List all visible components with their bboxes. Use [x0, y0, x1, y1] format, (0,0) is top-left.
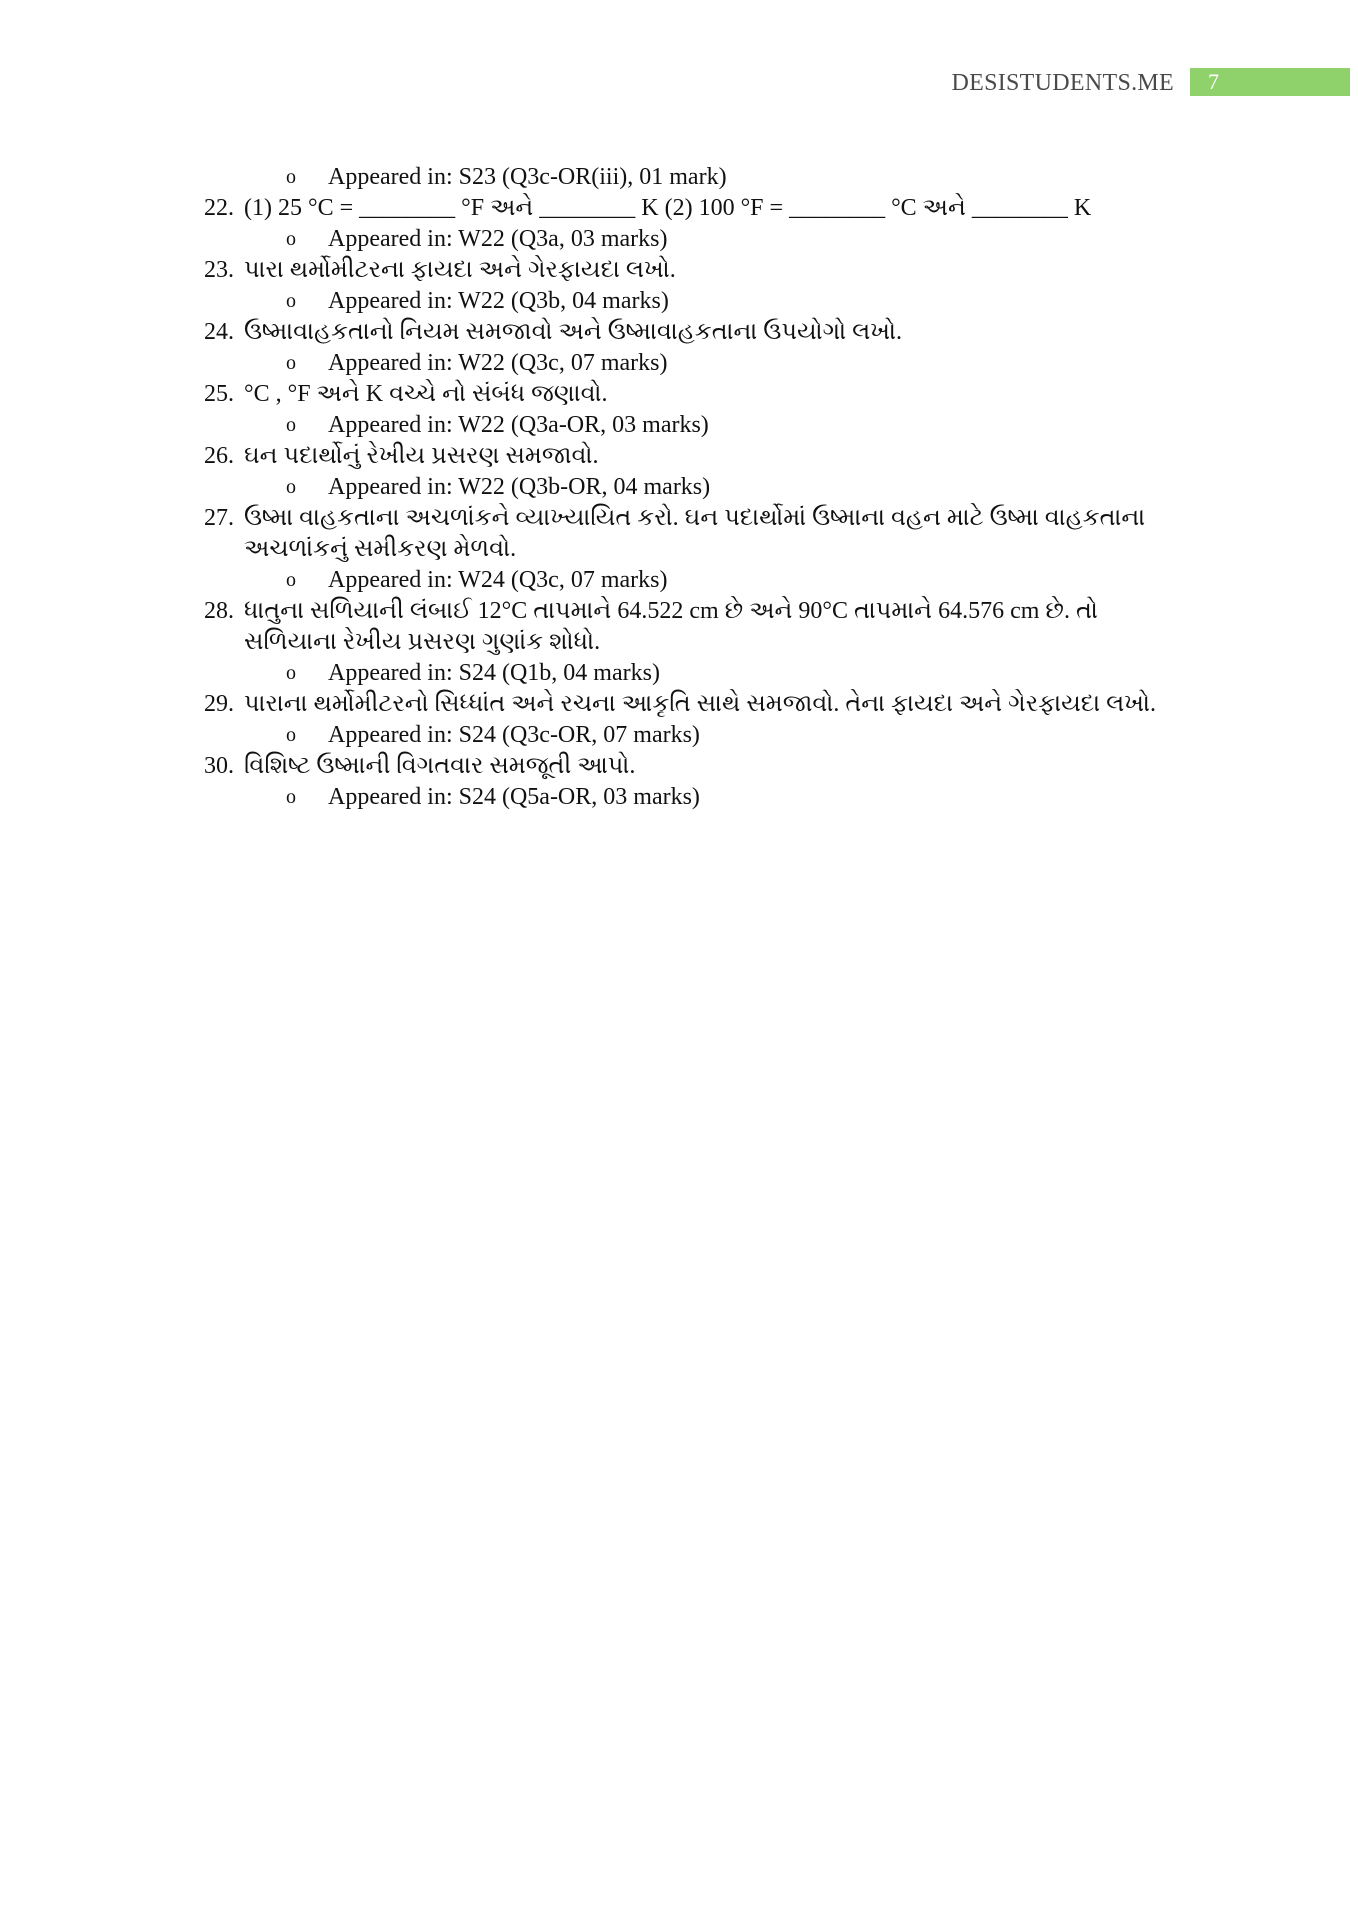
appearance-text: Appeared in: S24 (Q3c-OR, 07 marks): [328, 722, 700, 748]
question-item: [204, 441, 1204, 472]
appearance-note: [204, 348, 1204, 379]
question-text: ઉષ્મા વાહકતાના અચળાંકને વ્યાખ્યાયિત કરો. ઘન પદાર્થોમાં ઉષ્માના વહન માટે ઉષ્મા વાહકતાના: [244, 505, 1146, 531]
appearance-note: [204, 162, 1204, 193]
page-number: 7: [1208, 69, 1219, 94]
appearance-text: Appeared in: S23 (Q3c-OR(iii), 01 mark): [328, 164, 727, 190]
question-number: 29.: [204, 691, 234, 717]
question-number: 23.: [204, 257, 234, 283]
question-text: વિશિષ્ટ ઉષ્માની વિગતવાર સમજૂતી આપો.: [244, 753, 636, 779]
question-item: [204, 379, 1204, 410]
question-item: [204, 193, 1204, 224]
question-text: ધાતુના સળિયાની લંબાઈ 12°C તાપમાને 64.522 cm છે અને 90°C તાપમાને 64.576 cm છે. તો: [244, 598, 1098, 624]
bullet-icon: o: [286, 166, 296, 188]
question-number: 22.: [204, 195, 234, 221]
question-text: ઉષ્માવાહકતાનો નિયમ સમજાવો અને ઉષ્માવાહકતાના ઉપયોગો લખો.: [244, 319, 903, 345]
appearance-note: [204, 286, 1204, 317]
appearance-text: Appeared in: S24 (Q5a-OR, 03 marks): [328, 784, 700, 810]
question-continuation: [204, 534, 1204, 565]
bullet-icon: o: [286, 786, 296, 808]
appearance-note: [204, 782, 1204, 813]
question-number: 25.: [204, 381, 234, 407]
bullet-icon: o: [286, 228, 296, 250]
bullet-icon: o: [286, 569, 296, 591]
page-header: [0, 68, 1358, 96]
appearance-text: Appeared in: S24 (Q1b, 04 marks): [328, 660, 660, 686]
question-item: [204, 689, 1204, 720]
question-text: સળિયાના રેખીય પ્રસરણ ગુણાંક શોધો.: [244, 629, 601, 655]
bullet-icon: o: [286, 724, 296, 746]
question-text: °C , °F અને K વચ્ચે નો સંબંધ જણાવો.: [244, 381, 608, 407]
question-item: [204, 751, 1204, 782]
bullet-icon: o: [286, 662, 296, 684]
question-text: પારા થર્મોમીટરના ફાયદા અને ગેરફાયદા લખો.: [244, 257, 676, 283]
question-text: ઘન પદાર્થોનું રેખીય પ્રસરણ સમજાવો.: [244, 443, 599, 469]
appearance-text: Appeared in: W22 (Q3b-OR, 04 marks): [328, 474, 711, 500]
question-continuation: [204, 627, 1204, 658]
bullet-icon: o: [286, 290, 296, 312]
question-item: [204, 503, 1204, 534]
appearance-note: [204, 658, 1204, 689]
question-number: 26.: [204, 443, 234, 469]
question-list: [204, 162, 1204, 813]
bullet-icon: o: [286, 352, 296, 374]
bullet-icon: o: [286, 476, 296, 498]
appearance-note: [204, 565, 1204, 596]
question-item: [204, 255, 1204, 286]
appearance-text: Appeared in: W24 (Q3c, 07 marks): [328, 567, 668, 593]
appearance-text: Appeared in: W22 (Q3a-OR, 03 marks): [328, 412, 709, 438]
question-item: [204, 596, 1204, 627]
appearance-note: [204, 410, 1204, 441]
bullet-icon: o: [286, 414, 296, 436]
question-number: 30.: [204, 753, 234, 779]
question-number: 28.: [204, 598, 234, 624]
site-name: DESISTUDENTS.ME: [951, 70, 1174, 96]
appearance-text: Appeared in: W22 (Q3a, 03 marks): [328, 226, 668, 252]
question-text: પારાના થર્મોમીટરનો સિધ્ધાંત અને રચના આકૃતિ સાથે સમજાવો. તેના ફાયદા અને ગેરફાયદા લખો.: [244, 691, 1156, 717]
appearance-note: [204, 224, 1204, 255]
question-number: 24.: [204, 319, 234, 345]
question-text: અચળાંકનું સમીકરણ મેળવો.: [244, 536, 517, 562]
appearance-text: Appeared in: W22 (Q3b, 04 marks): [328, 288, 669, 314]
appearance-text: Appeared in: W22 (Q3c, 07 marks): [328, 350, 668, 376]
appearance-note: [204, 720, 1204, 751]
page-number-badge: [1190, 68, 1350, 96]
question-item: [204, 317, 1204, 348]
question-number: 27.: [204, 505, 234, 531]
question-text: (1) 25 °C = ________ °F અને ________ K (2) 100 °F = ________ °C અને ________ K: [244, 195, 1092, 221]
appearance-note: [204, 472, 1204, 503]
